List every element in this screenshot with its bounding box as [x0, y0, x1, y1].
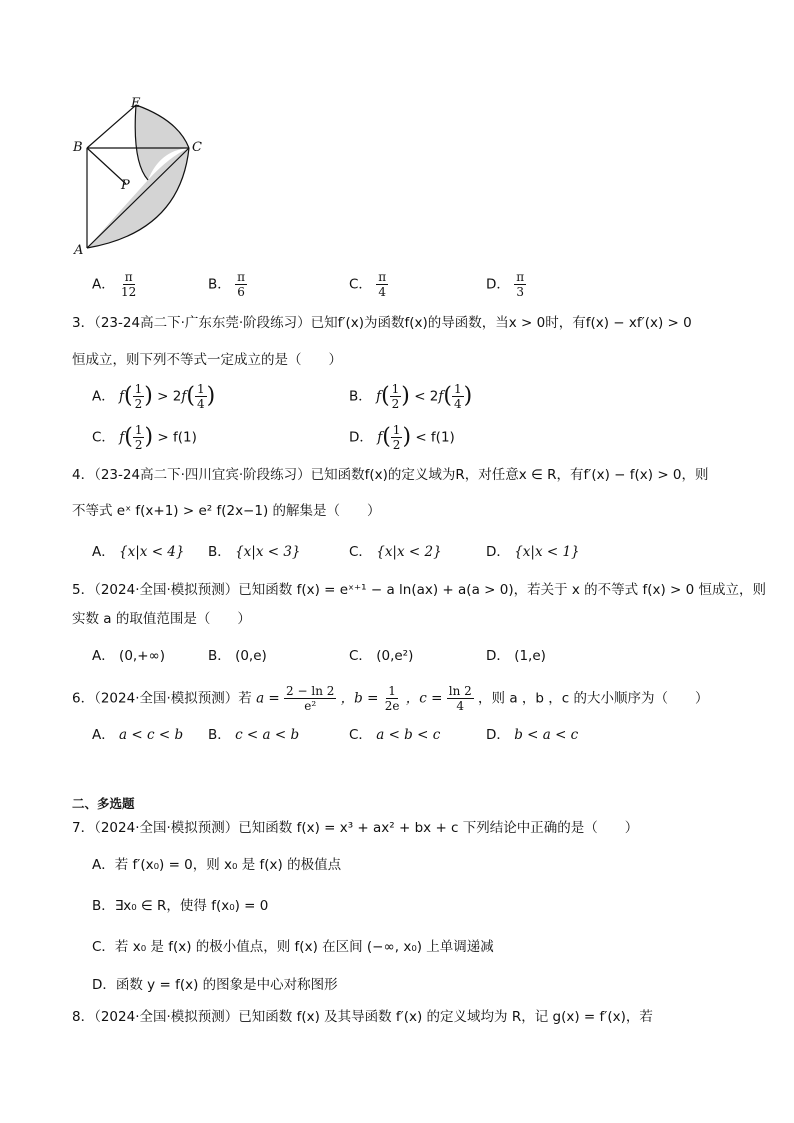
q4-option-c: C． {x|x < 2} [349, 544, 442, 560]
q4-stem-line1: 4．（23-24高二下·四川宜宾·阶段练习）已知函数f(x)的定义域为R，对任意x ∈ R，有f′(x) − f(x) > 0，则 [72, 467, 709, 483]
fraction-b: $\frac{1}{2e}$ [384, 684, 400, 713]
fraction-a: $\frac{2 - \ln 2}{\text{e²}}$ [286, 684, 335, 713]
q7-option-d: D．函数 y = f(x) 的图象是中心对称图形 [92, 977, 338, 993]
q4-option-d: D． {x|x < 1} [486, 544, 580, 560]
fraction-quarter: $\frac{1}{4}$ [453, 382, 462, 411]
q6-option-c: C． a < b < c [349, 727, 441, 743]
q7-option-b: B．∃x₀ ∈ R，使得 f(x₀) = 0 [92, 898, 269, 914]
section-title: 二、多选题 [72, 796, 135, 811]
q7-option-a: A．若 f′(x₀) = 0，则 x₀ 是 f(x) 的极值点 [92, 857, 342, 873]
q4-stem-line2: 不等式 eˣ f(x+1) > e² f(2x−1) 的解集是（ ） [72, 503, 381, 519]
q2-option-c: C． $\frac{\pi}{4}$ [349, 270, 387, 299]
point-label-a: A [74, 243, 84, 258]
q6-option-a: A． a < c < b [92, 727, 184, 743]
q3-option-a: A． f( $\frac{1}{2}$ ) > 2f( $\frac{1}{4}$ ) [92, 382, 216, 411]
fraction: $\frac{\pi}{12}$ [121, 270, 137, 299]
point-label-c: C [192, 140, 202, 155]
q7-option-c: C．若 x₀ 是 f(x) 的极小值点，则 f(x) 在区间 (−∞, x₀) 上单调递减 [92, 939, 494, 955]
q2-option-a: A． $\frac{\pi}{12}$ [92, 270, 137, 299]
q3-option-d: D． f( $\frac{1}{2}$ ) < f(1) [349, 423, 455, 452]
fraction-half: $\frac{1}{2}$ [391, 382, 400, 411]
fraction: $\frac{\pi}{3}$ [516, 270, 525, 299]
q3-option-b: B． f( $\frac{1}{2}$ ) < 2f( $\frac{1}{4}$ ) [349, 382, 473, 411]
q8-stem: 8．（2024·全国·模拟预测）已知函数 f(x) 及其导函数 f′(x) 的定义域均为 R，记 g(x) = f′(x)，若 [72, 1009, 653, 1025]
q5-option-c: C． (0,e²) [349, 648, 414, 664]
q7-stem: 7．（2024·全国·模拟预测）已知函数 f(x) = x³ + ax² + bx + c 下列结论中正确的是（ ） [72, 820, 639, 836]
point-label-e: E [131, 96, 141, 111]
q3-stem-line1: 3．（23-24高二下·广东东莞·阶段练习）已知f′(x)为函数f(x)的导函数，当x > 0时，有f(x) − xf′(x) > 0 [72, 315, 692, 331]
fraction: $\frac{\pi}{4}$ [378, 270, 387, 299]
fraction-half: $\frac{1}{2}$ [134, 423, 143, 452]
fraction-c: $\frac{\ln 2}{4}$ [448, 684, 472, 713]
q6-stem: 6．（2024·全国·模拟预测）若 a = $\frac{2 - \ln 2}{\text{e²}}$ ，b = $\frac{1}{2e}$ ，c = $\frac{\ln 2}{4}$ ，则 a ，b ，c 的大小顺序为（ ） [72, 684, 709, 713]
q5-option-d: D． (1,e) [486, 648, 546, 664]
q5-option-a: A． (0,+∞) [92, 648, 166, 664]
q4-option-a: A． {x|x < 4} [92, 544, 185, 560]
fraction-half: $\frac{1}{2}$ [392, 423, 401, 452]
fraction-quarter: $\frac{1}{4}$ [196, 382, 205, 411]
q3-stem-line2: 恒成立，则下列不等式一定成立的是（ ） [72, 352, 342, 368]
geometry-figure [60, 92, 220, 267]
q5-stem-line2: 实数 a 的取值范围是（ ） [72, 611, 251, 627]
fraction: $\frac{\pi}{6}$ [237, 270, 245, 299]
q4-option-b: B． {x|x < 3} [208, 544, 301, 560]
q2-option-b: B． $\frac{\pi}{6}$ [208, 270, 245, 299]
q2-option-d: D． $\frac{\pi}{3}$ [486, 270, 525, 299]
fraction-half: $\frac{1}{2}$ [134, 382, 143, 411]
q6-option-d: D． b < a < c [486, 727, 579, 743]
point-label-p: P [121, 178, 130, 193]
q5-stem-line1: 5．（2024·全国·模拟预测）已知函数 f(x) = eˣ⁺¹ − a ln(ax) + a(a > 0)，若关于 x 的不等式 f(x) > 0 恒成立，则 [72, 582, 767, 598]
q3-option-c: C． f( $\frac{1}{2}$ ) > f(1) [92, 423, 197, 452]
q6-option-b: B． c < a < b [208, 727, 300, 743]
point-label-b: B [73, 140, 83, 155]
q5-option-b: B． (0,e) [208, 648, 267, 664]
